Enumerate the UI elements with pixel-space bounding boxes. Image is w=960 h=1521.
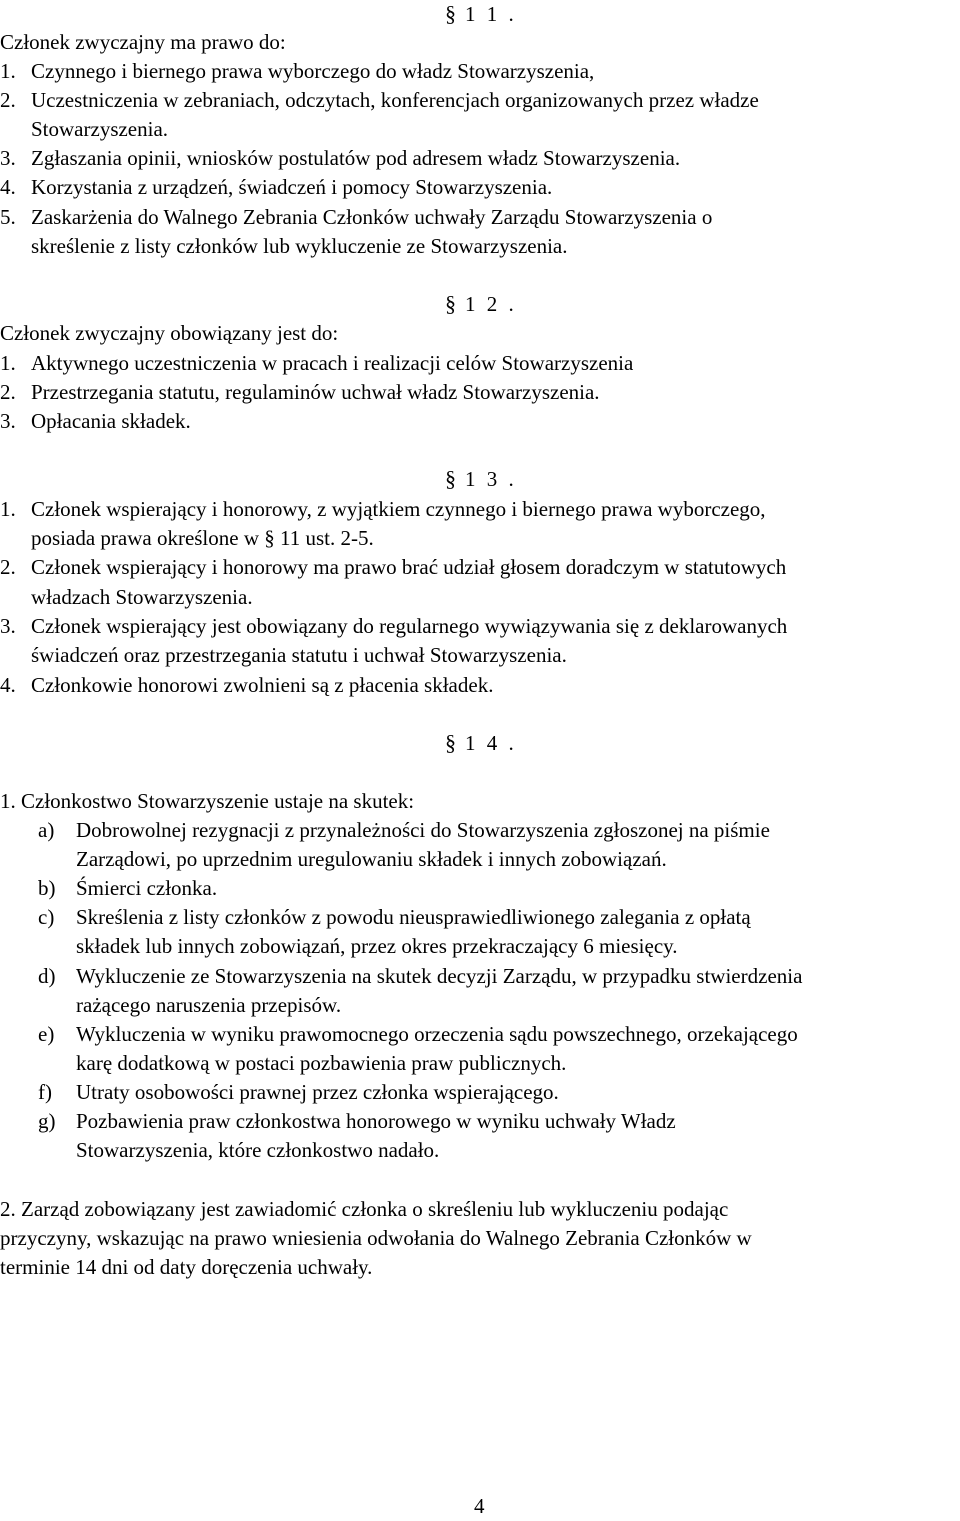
list-item: 1. Członek wspierający i honorowy, z wyjątkiem czynnego i biernego prawa wyborczego, xyxy=(0,497,766,521)
section-number: 1 4 . xyxy=(465,731,517,755)
list-item: 3. Członek wspierający jest obowiązany do regularnego wywiązywania się z deklarowanych xyxy=(0,614,788,638)
page-number: 4 xyxy=(474,1494,485,1518)
list-item: 1. Aktywnego uczestniczenia w pracach i realizacji celów Stowarzyszenia xyxy=(0,351,634,375)
section-12-heading xyxy=(445,292,517,316)
list-item-continuation: karę dodatkową w postaci pozbawienia praw publicznych. xyxy=(76,1051,567,1075)
list-item: 2. Uczestniczenia w zebraniach, odczytach, konferencjach organizowanych przez władze xyxy=(0,88,759,112)
list-item-continuation: skreślenie z listy członków lub wykluczenie ze Stowarzyszenia. xyxy=(31,234,568,258)
section-14-paragraph-2-line: 2. Zarząd zobowiązany jest zawiadomić członka o skreśleniu lub wykluczeniu podając xyxy=(0,1197,729,1221)
list-item: f) Utraty osobowości prawnej przez członka wspierającego. xyxy=(38,1080,559,1104)
list-item: g) Pozbawienia praw członkostwa honorowego w wyniku uchwały Władz xyxy=(38,1109,676,1133)
list-item-continuation: władzach Stowarzyszenia. xyxy=(31,585,253,609)
list-item-continuation: posiada prawa określone w § 11 ust. 2-5. xyxy=(31,526,374,550)
list-item: 4. Korzystania z urządzeń, świadczeń i pomocy Stowarzyszenia. xyxy=(0,175,553,199)
section-11-heading xyxy=(445,2,517,26)
list-item-continuation: rażącego naruszenia przepisów. xyxy=(76,993,342,1017)
section-11-intro: Członek zwyczajny ma prawo do: xyxy=(0,30,286,54)
list-item: 5. Zaskarżenia do Walnego Zebrania Członków uchwały Zarządu Stowarzyszenia o xyxy=(0,205,713,229)
list-item: c) Skreślenia z listy członków z powodu nieusprawiedliwionego zalegania z opłatą xyxy=(38,905,751,929)
section-number: 1 3 . xyxy=(465,467,517,491)
section-mark: § xyxy=(445,466,456,491)
list-item: e) Wykluczenia w wyniku prawomocnego orzeczenia sądu powszechnego, orzekającego xyxy=(38,1022,798,1046)
list-item-continuation: Stowarzyszenia, które członkostwo nadało. xyxy=(76,1138,440,1162)
section-mark: § xyxy=(445,730,456,755)
section-14-paragraph-2-line: terminie 14 dni od daty doręczenia uchwały. xyxy=(0,1255,373,1279)
section-number: 1 1 . xyxy=(465,2,517,26)
section-14-heading xyxy=(445,731,517,755)
list-item: 2. Przestrzegania statutu, regulaminów uchwał władz Stowarzyszenia. xyxy=(0,380,600,404)
section-12-intro: Członek zwyczajny obowiązany jest do: xyxy=(0,321,339,345)
section-14-paragraph-2-line: przyczyny, wskazując na prawo wniesienia odwołania do Walnego Zebrania Członków w xyxy=(0,1226,752,1250)
list-item: 4. Członkowie honorowi zwolnieni są z płacenia składek. xyxy=(0,673,494,697)
section-13-heading xyxy=(445,467,517,491)
list-item: a) Dobrowolnej rezygnacji z przynależności do Stowarzyszenia zgłoszonej na piśmie xyxy=(38,818,770,842)
list-item: 1. Czynnego i biernego prawa wyborczego do władz Stowarzyszenia, xyxy=(0,59,595,83)
section-14-paragraph-1: 1. Członkostwo Stowarzyszenie ustaje na skutek: xyxy=(0,789,415,813)
list-item-continuation: świadczeń oraz przestrzegania statutu i uchwał Stowarzyszenia. xyxy=(31,643,567,667)
list-item: b) Śmierci członka. xyxy=(38,876,218,900)
list-item: 3. Zgłaszania opinii, wniosków postulatów pod adresem władz Stowarzyszenia. xyxy=(0,146,681,170)
section-number: 1 2 . xyxy=(465,292,517,316)
list-item: d) Wykluczenie ze Stowarzyszenia na skutek decyzji Zarządu, w przypadku stwierdzenia xyxy=(38,964,803,988)
list-item-continuation: składek lub innych zobowiązań, przez okres przekraczający 6 miesięcy. xyxy=(76,934,678,958)
section-mark: § xyxy=(445,291,456,316)
section-mark: § xyxy=(445,1,456,26)
list-item: 2. Członek wspierający i honorowy ma prawo brać udział głosem doradczym w statutowych xyxy=(0,555,787,579)
list-item: 3. Opłacania składek. xyxy=(0,409,191,433)
list-item-continuation: Zarządowi, po uprzednim uregulowaniu składek i innych zobowiązań. xyxy=(76,847,667,871)
list-item-continuation: Stowarzyszenia. xyxy=(31,117,169,141)
